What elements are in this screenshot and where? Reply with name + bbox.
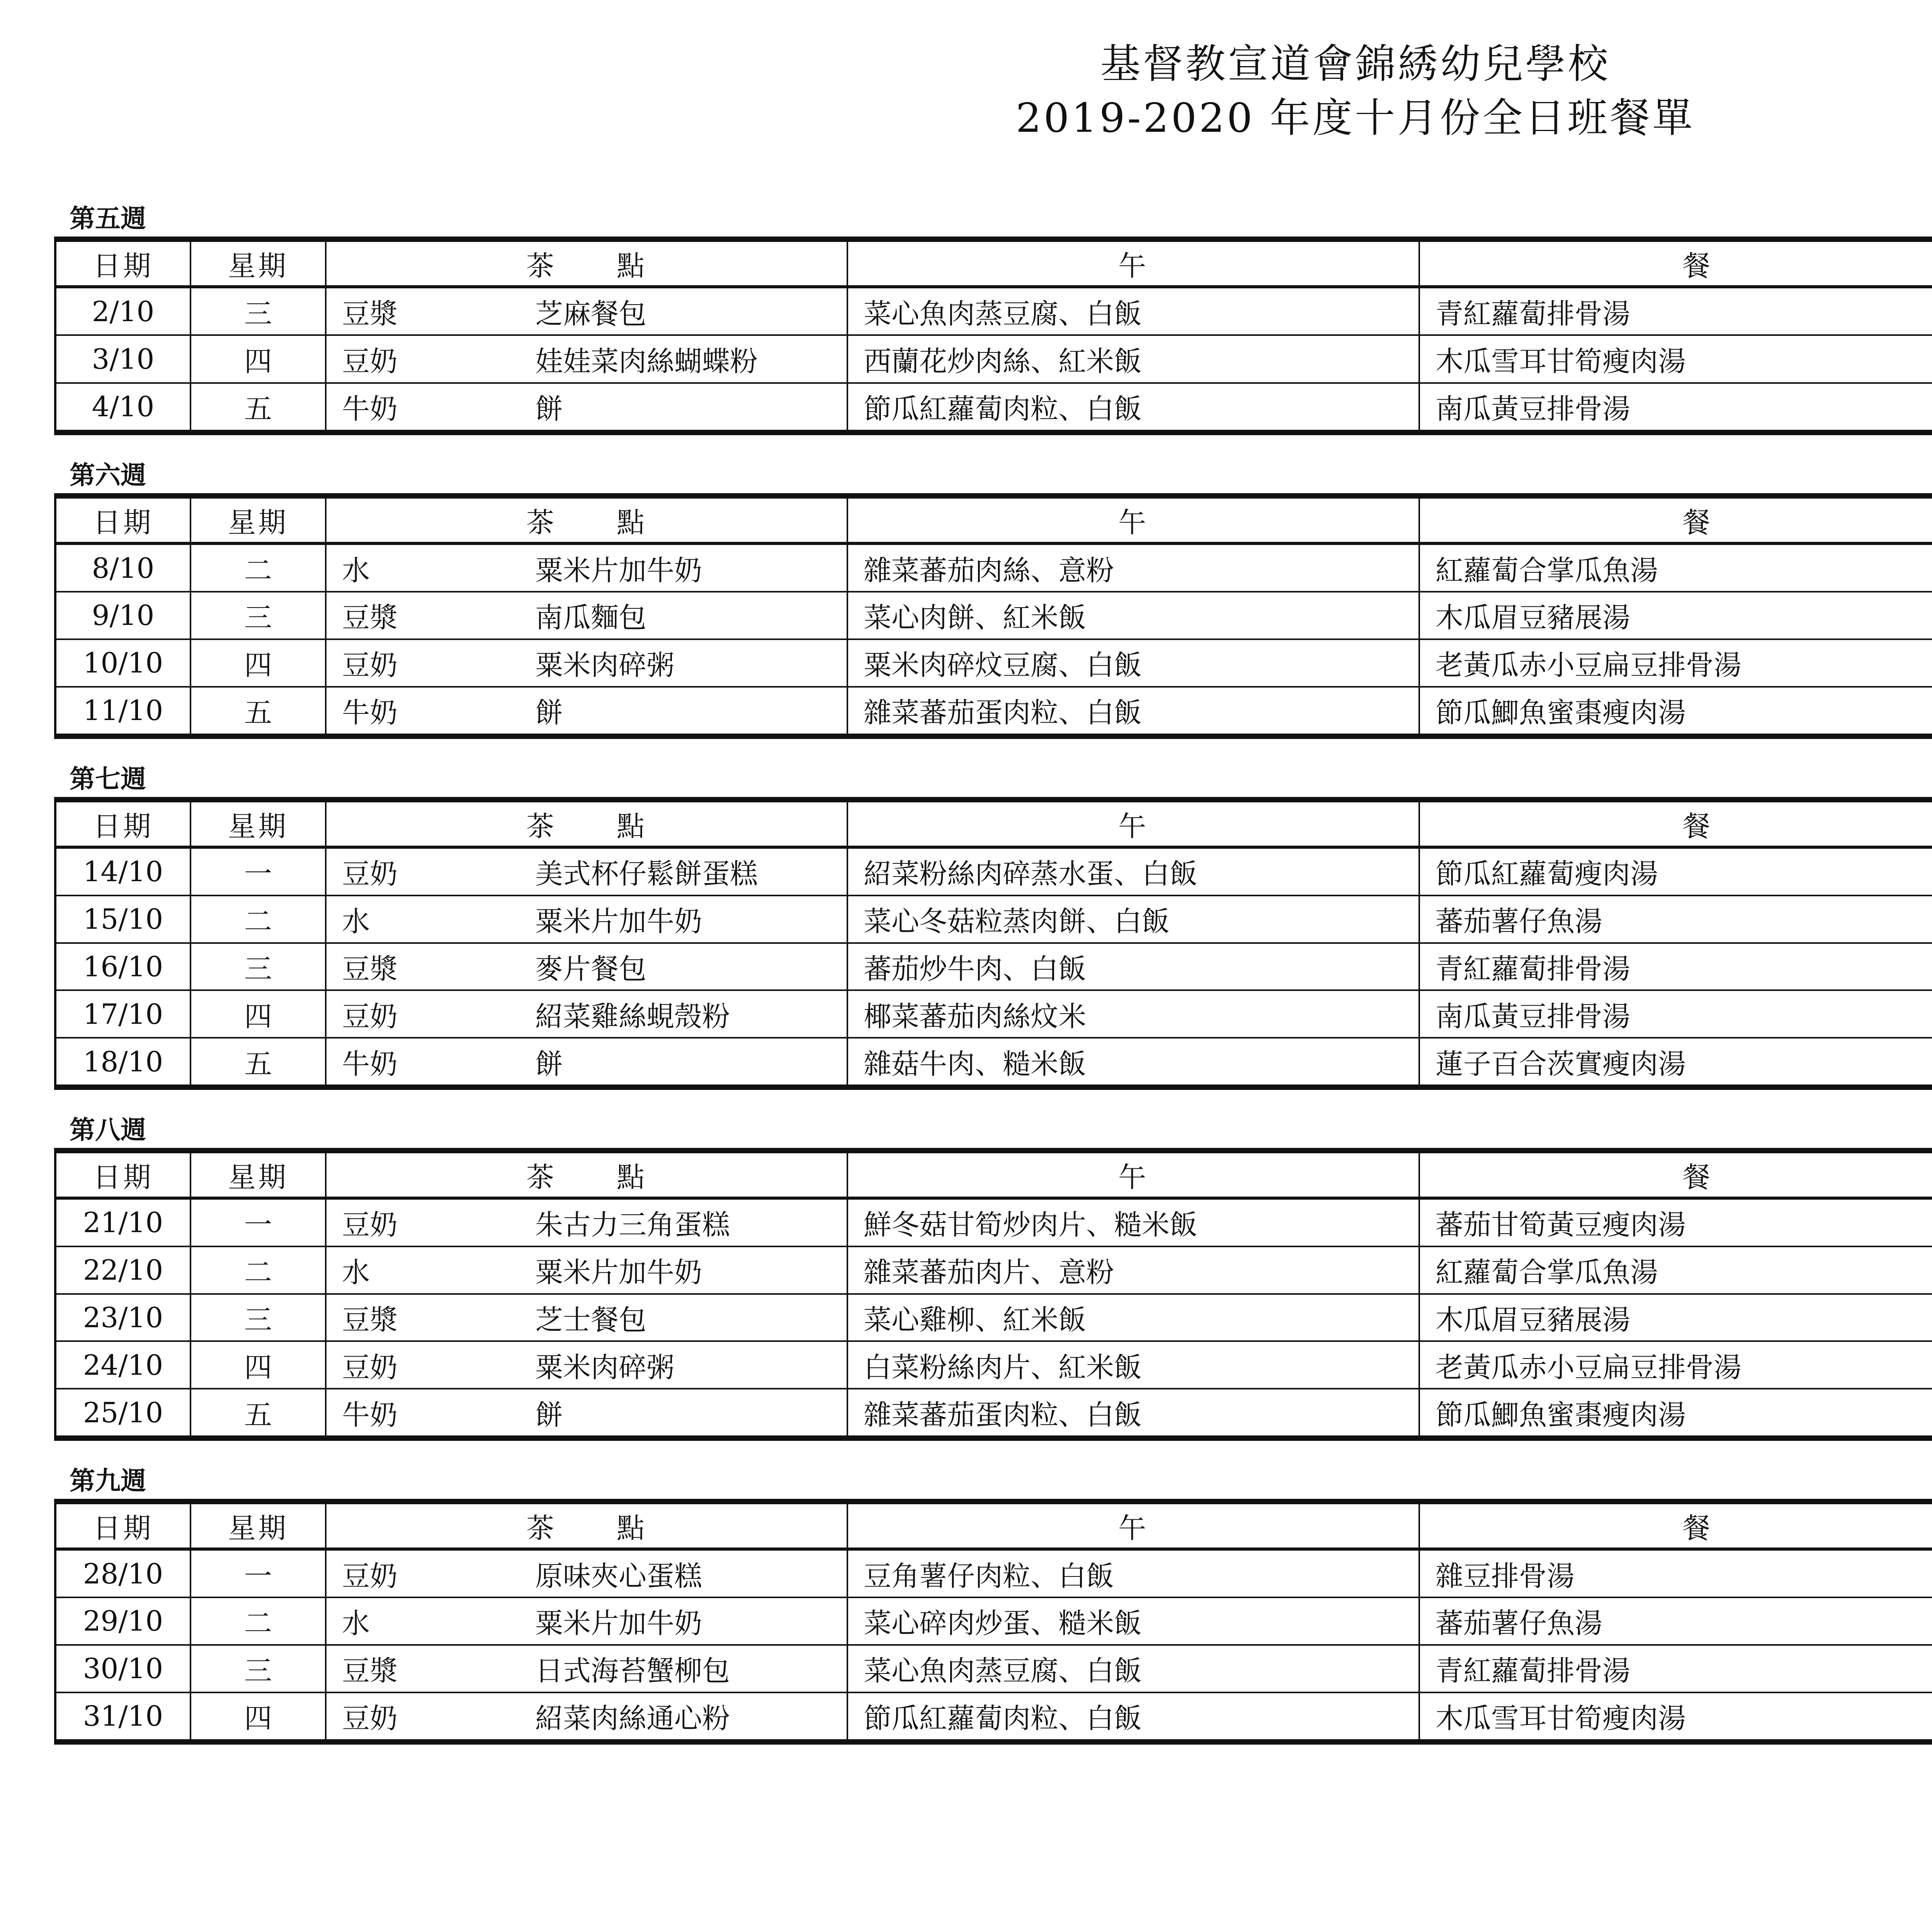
snack-food: 餅 — [535, 393, 563, 426]
snack-drink: 牛奶 — [342, 1398, 398, 1431]
weekday-cell: 二 — [190, 1246, 326, 1294]
menu-table — [54, 1148, 1932, 1441]
header-date: 日期 — [55, 1502, 190, 1549]
lunch-main-cell: 白菜粉絲肉片、紅米飯 — [847, 1341, 1419, 1389]
snack-cell — [326, 1645, 847, 1692]
snack-cell — [326, 896, 847, 943]
table-row — [55, 1038, 1932, 1087]
snack-food: 芝麻餐包 — [535, 297, 647, 330]
date-cell: 16/10 — [55, 943, 190, 991]
header-weekday: 星期 — [190, 496, 326, 543]
lunch-main-cell: 雜菜蕃茄蛋肉粒、白飯 — [847, 1389, 1419, 1438]
snack-cell — [326, 990, 847, 1038]
snack-drink: 水 — [342, 905, 370, 938]
table-row — [55, 287, 1932, 335]
snack-drink: 豆漿 — [342, 1655, 398, 1687]
table-row — [55, 847, 1932, 896]
header-weekday: 星期 — [190, 239, 326, 287]
table-row — [55, 1198, 1932, 1246]
snack-food: 芝士餐包 — [535, 1303, 647, 1336]
weekday-cell: 三 — [190, 943, 326, 991]
header-snack: 茶 點 — [326, 1151, 847, 1198]
table-row — [55, 1341, 1932, 1389]
lunch-main-cell: 鮮冬菇甘筍炒肉片、糙米飯 — [847, 1198, 1419, 1246]
date-cell: 25/10 — [55, 1389, 190, 1438]
date-cell: 30/10 — [55, 1645, 190, 1692]
weekday-cell: 一 — [190, 847, 326, 896]
snack-food: 粟米肉碎粥 — [535, 1351, 675, 1384]
week-label: 第九週 — [70, 1466, 146, 1496]
lunch-soup-cell: 青紅蘿蔔排骨湯 — [1419, 287, 1932, 335]
snack-cell — [326, 383, 847, 432]
weekday-cell: 一 — [190, 1549, 326, 1597]
header-date: 日期 — [55, 800, 190, 847]
menu-table — [54, 237, 1932, 435]
lunch-soup-cell: 紅蘿蔔合掌瓜魚湯 — [1419, 1246, 1932, 1294]
snack-food: 餅 — [535, 696, 563, 729]
lunch-main-cell: 菜心雞柳、紅米飯 — [847, 1294, 1419, 1342]
snack-food: 粟米片加牛奶 — [535, 1256, 702, 1289]
date-cell: 18/10 — [55, 1038, 190, 1087]
table-row — [55, 1597, 1932, 1645]
weekday-cell: 五 — [190, 1389, 326, 1438]
weekday-cell: 三 — [190, 1294, 326, 1342]
header-snack: 茶 點 — [326, 1502, 847, 1549]
snack-food: 粟米片加牛奶 — [535, 554, 702, 587]
table-row — [55, 639, 1932, 687]
snack-food: 美式杯仔鬆餅蛋糕 — [535, 858, 758, 890]
snack-drink: 豆奶 — [342, 1209, 398, 1241]
snack-drink: 牛奶 — [342, 696, 398, 729]
menu-table — [54, 493, 1932, 739]
lunch-main-cell: 西蘭花炒肉絲、紅米飯 — [847, 335, 1419, 383]
weekday-cell: 二 — [190, 1597, 326, 1645]
weekday-cell: 三 — [190, 592, 326, 639]
lunch-main-cell: 雜菜蕃茄肉片、意粉 — [847, 1246, 1419, 1294]
snack-drink: 豆奶 — [342, 649, 398, 682]
header-lunch-right: 餐 — [1419, 1151, 1932, 1198]
header-lunch-left: 午 — [847, 800, 1419, 847]
snack-cell — [326, 943, 847, 991]
header-lunch-left: 午 — [847, 239, 1419, 287]
snack-cell — [326, 1038, 847, 1087]
snack-food: 粟米肉碎粥 — [535, 649, 675, 682]
snack-food: 粟米片加牛奶 — [535, 905, 702, 938]
table-row — [55, 592, 1932, 639]
date-cell: 28/10 — [55, 1549, 190, 1597]
snack-food: 粟米片加牛奶 — [535, 1607, 702, 1640]
date-cell: 10/10 — [55, 639, 190, 687]
weekday-cell: 四 — [190, 639, 326, 687]
date-cell: 23/10 — [55, 1294, 190, 1342]
school-name: 基督教宣道會錦綉幼兒學校 — [1100, 40, 1611, 87]
snack-cell — [326, 1597, 847, 1645]
lunch-soup-cell: 蕃茄甘筍黃豆瘦肉湯 — [1419, 1198, 1932, 1246]
snack-drink: 豆奶 — [342, 1000, 398, 1033]
snack-drink: 豆漿 — [342, 952, 398, 985]
weekday-cell: 一 — [190, 1198, 326, 1246]
header-lunch-right: 餐 — [1419, 800, 1932, 847]
lunch-soup-cell: 南瓜黃豆排骨湯 — [1419, 990, 1932, 1038]
weekly-menus — [54, 201, 1932, 1767]
snack-drink: 豆奶 — [342, 1559, 398, 1592]
header-lunch-left: 午 — [847, 1502, 1419, 1549]
date-cell: 11/10 — [55, 687, 190, 736]
date-cell: 24/10 — [55, 1341, 190, 1389]
snack-food: 紹菜肉絲通心粉 — [535, 1702, 730, 1735]
snack-food: 朱古力三角蛋糕 — [535, 1209, 730, 1241]
weekday-cell: 四 — [190, 335, 326, 383]
menu-table — [54, 797, 1932, 1090]
lunch-soup-cell: 雜豆排骨湯 — [1419, 1549, 1932, 1597]
snack-food: 原味夾心蛋糕 — [535, 1559, 702, 1592]
lunch-soup-cell: 蓮子百合茨實瘦肉湯 — [1419, 1038, 1932, 1087]
lunch-soup-cell: 節瓜鯽魚蜜棗瘦肉湯 — [1419, 1389, 1932, 1438]
snack-cell — [326, 1341, 847, 1389]
lunch-soup-cell: 老黃瓜赤小豆扁豆排骨湯 — [1419, 1341, 1932, 1389]
snack-drink: 牛奶 — [342, 1047, 398, 1080]
snack-drink: 豆奶 — [342, 345, 398, 378]
weekday-cell: 四 — [190, 1341, 326, 1389]
lunch-main-cell: 節瓜紅蘿蔔肉粒、白飯 — [847, 1692, 1419, 1742]
header-weekday: 星期 — [190, 1502, 326, 1549]
weekday-cell: 二 — [190, 543, 326, 592]
header-lunch-left: 午 — [847, 496, 1419, 543]
weekday-cell: 五 — [190, 1038, 326, 1087]
table-row — [55, 1645, 1932, 1692]
snack-drink: 豆漿 — [342, 601, 398, 634]
snack-drink: 豆奶 — [342, 858, 398, 890]
date-cell: 2/10 — [55, 287, 190, 335]
week-section — [54, 1112, 1932, 1441]
snack-cell — [326, 592, 847, 639]
week-section — [54, 201, 1932, 435]
snack-drink: 水 — [342, 554, 370, 587]
header-row — [55, 1151, 1932, 1198]
lunch-main-cell: 豆角薯仔肉粒、白飯 — [847, 1549, 1419, 1597]
header-date: 日期 — [55, 1151, 190, 1198]
snack-drink: 水 — [342, 1256, 370, 1289]
header-row — [55, 239, 1932, 287]
snack-cell — [326, 335, 847, 383]
lunch-main-cell: 雜菜蕃茄肉絲、意粉 — [847, 543, 1419, 592]
week-label: 第五週 — [70, 204, 146, 233]
date-cell: 21/10 — [55, 1198, 190, 1246]
week-section — [54, 761, 1932, 1090]
lunch-soup-cell: 木瓜眉豆豬展湯 — [1419, 592, 1932, 639]
weekday-cell: 四 — [190, 1692, 326, 1742]
table-row — [55, 335, 1932, 383]
table-row — [55, 896, 1932, 943]
lunch-soup-cell: 蕃茄薯仔魚湯 — [1419, 896, 1932, 943]
lunch-main-cell: 菜心肉餅、紅米飯 — [847, 592, 1419, 639]
snack-cell — [326, 543, 847, 592]
snack-food: 娃娃菜肉絲蝴蝶粉 — [535, 345, 758, 378]
header-row — [55, 496, 1932, 543]
table-row — [55, 1389, 1932, 1438]
header-date: 日期 — [55, 496, 190, 543]
snack-cell — [326, 639, 847, 687]
header-lunch-right: 餐 — [1419, 496, 1932, 543]
date-cell: 3/10 — [55, 335, 190, 383]
lunch-main-cell: 菜心冬菇粒蒸肉餅、白飯 — [847, 896, 1419, 943]
header-snack: 茶 點 — [326, 800, 847, 847]
lunch-soup-cell: 節瓜鯽魚蜜棗瘦肉湯 — [1419, 687, 1932, 736]
date-cell: 15/10 — [55, 896, 190, 943]
lunch-main-cell: 雜菇牛肉、糙米飯 — [847, 1038, 1419, 1087]
table-row — [55, 687, 1932, 736]
table-row — [55, 1294, 1932, 1342]
header-lunch-left: 午 — [847, 1151, 1419, 1198]
snack-drink: 水 — [342, 1607, 370, 1640]
date-cell: 29/10 — [55, 1597, 190, 1645]
table-row — [55, 990, 1932, 1038]
header-snack: 茶 點 — [326, 239, 847, 287]
snack-food: 南瓜麵包 — [535, 601, 647, 634]
lunch-soup-cell: 青紅蘿蔔排骨湯 — [1419, 943, 1932, 991]
lunch-main-cell: 粟米肉碎炆豆腐、白飯 — [847, 639, 1419, 687]
week-label: 第六週 — [70, 460, 146, 490]
header-row — [55, 1502, 1932, 1549]
date-cell: 22/10 — [55, 1246, 190, 1294]
snack-cell — [326, 287, 847, 335]
snack-food: 麥片餐包 — [535, 952, 647, 985]
header-row — [55, 800, 1932, 847]
table-row — [55, 1692, 1932, 1742]
table-row — [55, 1246, 1932, 1294]
weekday-cell: 五 — [190, 687, 326, 736]
snack-cell — [326, 1389, 847, 1438]
snack-cell — [326, 847, 847, 896]
weekday-cell: 三 — [190, 1645, 326, 1692]
week-section — [54, 1463, 1932, 1745]
week-label: 第七週 — [70, 764, 146, 794]
snack-drink: 豆奶 — [342, 1702, 398, 1735]
snack-food: 日式海苔蟹柳包 — [535, 1655, 730, 1687]
lunch-main-cell: 菜心碎肉炒蛋、糙米飯 — [847, 1597, 1419, 1645]
table-row — [55, 383, 1932, 432]
date-cell: 14/10 — [55, 847, 190, 896]
table-row — [55, 543, 1932, 592]
date-cell: 4/10 — [55, 383, 190, 432]
lunch-soup-cell: 木瓜眉豆豬展湯 — [1419, 1294, 1932, 1342]
weekday-cell: 二 — [190, 896, 326, 943]
date-cell: 31/10 — [55, 1692, 190, 1742]
menu-table — [54, 1499, 1932, 1745]
lunch-soup-cell: 青紅蘿蔔排骨湯 — [1419, 1645, 1932, 1692]
lunch-soup-cell: 紅蘿蔔合掌瓜魚湯 — [1419, 543, 1932, 592]
menu-title: 2019-2020 年度十月份全日班餐單 — [1015, 94, 1695, 141]
lunch-main-cell: 菜心魚肉蒸豆腐、白飯 — [847, 1645, 1419, 1692]
weekday-cell: 四 — [190, 990, 326, 1038]
header-date: 日期 — [55, 239, 190, 287]
lunch-soup-cell: 節瓜紅蘿蔔瘦肉湯 — [1419, 847, 1932, 896]
lunch-main-cell: 紹菜粉絲肉碎蒸水蛋、白飯 — [847, 847, 1419, 896]
lunch-soup-cell: 木瓜雪耳甘筍瘦肉湯 — [1419, 1692, 1932, 1742]
snack-drink: 牛奶 — [342, 393, 398, 426]
week-label: 第八週 — [70, 1115, 146, 1145]
snack-food: 餅 — [535, 1398, 563, 1431]
header-weekday: 星期 — [190, 800, 326, 847]
lunch-soup-cell: 蕃茄薯仔魚湯 — [1419, 1597, 1932, 1645]
snack-cell — [326, 1692, 847, 1742]
snack-cell — [326, 1198, 847, 1246]
snack-cell — [326, 687, 847, 736]
document-header — [0, 37, 1932, 145]
table-row — [55, 1549, 1932, 1597]
table-row — [55, 943, 1932, 991]
snack-cell — [326, 1246, 847, 1294]
snack-cell — [326, 1549, 847, 1597]
snack-cell — [326, 1294, 847, 1342]
header-lunch-right: 餐 — [1419, 1502, 1932, 1549]
date-cell: 8/10 — [55, 543, 190, 592]
lunch-soup-cell: 木瓜雪耳甘筍瘦肉湯 — [1419, 335, 1932, 383]
lunch-main-cell: 椰菜蕃茄肉絲炆米 — [847, 990, 1419, 1038]
weekday-cell: 三 — [190, 287, 326, 335]
snack-food: 餅 — [535, 1047, 563, 1080]
weekday-cell: 五 — [190, 383, 326, 432]
lunch-main-cell: 節瓜紅蘿蔔肉粒、白飯 — [847, 383, 1419, 432]
header-weekday: 星期 — [190, 1151, 326, 1198]
snack-food: 紹菜雞絲蜆殼粉 — [535, 1000, 730, 1033]
week-section — [54, 458, 1932, 739]
snack-drink: 豆漿 — [342, 1303, 398, 1336]
header-lunch-right: 餐 — [1419, 239, 1932, 287]
date-cell: 9/10 — [55, 592, 190, 639]
lunch-soup-cell: 老黃瓜赤小豆扁豆排骨湯 — [1419, 639, 1932, 687]
lunch-soup-cell: 南瓜黃豆排骨湯 — [1419, 383, 1932, 432]
lunch-main-cell: 菜心魚肉蒸豆腐、白飯 — [847, 287, 1419, 335]
lunch-main-cell: 蕃茄炒牛肉、白飯 — [847, 943, 1419, 991]
snack-drink: 豆漿 — [342, 297, 398, 330]
snack-drink: 豆奶 — [342, 1351, 398, 1384]
header-snack: 茶 點 — [326, 496, 847, 543]
lunch-main-cell: 雜菜蕃茄蛋肉粒、白飯 — [847, 687, 1419, 736]
date-cell: 17/10 — [55, 990, 190, 1038]
